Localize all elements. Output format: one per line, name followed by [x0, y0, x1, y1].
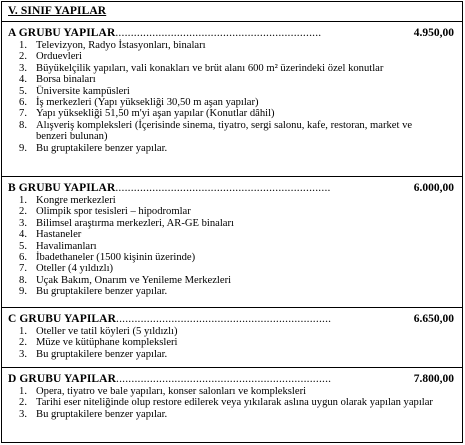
list-item: 2. Olimpik spor tesisleri – hipodromlar — [19, 206, 191, 218]
table-header — [2, 2, 462, 22]
section-title: A GRUBU YAPILAR................................................................... — [8, 27, 322, 39]
item-list — [10, 40, 436, 154]
list-item: 4. Hastaneler — [19, 229, 82, 241]
list-item: 1. Oteller ve tatil köyleri (5 yıldızlı) — [19, 326, 178, 337]
section-c — [2, 308, 462, 368]
list-item: 3. Bilimsel araştırma merkezleri, AR-GE binaları — [19, 217, 234, 229]
section-b — [2, 177, 462, 308]
list-item: 4. Borsa binaları — [19, 74, 96, 86]
item-list — [10, 326, 436, 360]
list-item: 2. Tarihi eser niteliğinde olup restore edilerek veya yıkılarak aslına uygun olarak yapılan yapılar — [19, 397, 433, 409]
list-item: 5. Havalimanları — [19, 240, 97, 252]
list-item: 3. Bu gruptakilere benzer yapılar. — [19, 408, 168, 420]
list-item: 2. Müze ve kütüphane kompleksleri — [19, 337, 178, 349]
list-item: 8. Alışveriş kompleksleri (İçerisinde sinema, tiyatro, sergi salonu, kafe, restoran, market ve benzeri bulunan) — [19, 119, 413, 143]
section-title: C GRUBU YAPILAR...................................................................... — [8, 313, 332, 325]
section-price: 7.800,00 — [413, 373, 454, 385]
page-title: V. SINIF YAPILAR — [8, 5, 107, 17]
list-item: 3. Bu gruptakilere benzer yapılar. — [19, 348, 168, 360]
list-item: 7. Yapı yüksekliği 51,50 m'yi aşan yapılar (Konutlar dâhil) — [19, 108, 275, 120]
list-item: 8. Uçak Bakım, Onarım ve Yenileme Merkezleri — [19, 274, 232, 286]
list-item: 2. Orduevleri — [19, 51, 82, 63]
section-price: 4.950,00 — [413, 27, 454, 39]
list-item: 1. Kongre merkezleri — [19, 195, 116, 206]
list-item: 9. Bu gruptakilere benzer yapılar. — [19, 286, 168, 298]
list-item: 7. Oteller (4 yıldızlı) — [19, 263, 114, 275]
section-price: 6.000,00 — [413, 182, 454, 194]
list-item: 3. Büyükelçilik yapıları, vali konakları ve brüt alanı 600 m² üzerindeki özel konutlar — [19, 62, 384, 74]
list-item: 1. Opera, tiyatro ve bale yapıları, konser salonları ve kompleksleri — [19, 386, 307, 397]
item-list — [10, 386, 436, 420]
list-item: 1. Televizyon, Radyo İstasyonları, binaları — [19, 40, 206, 51]
list-item: 9. Bu gruptakilere benzer yapılar. — [19, 142, 168, 154]
section-price: 6.650,00 — [413, 313, 454, 325]
list-item: 6. İbadethaneler (1500 kişinin üzerinde) — [19, 252, 196, 264]
section-title: B GRUBU YAPILAR...................................................................... — [8, 182, 331, 194]
section-d — [2, 368, 462, 442]
list-item: 5. Üniversite kampüsleri — [19, 85, 130, 97]
section-a — [2, 22, 462, 177]
item-list — [10, 195, 436, 298]
list-item: 6. İş merkezleri (Yapı yüksekliği 30,50 m aşan yapılar) — [19, 97, 259, 109]
document-table — [1, 1, 463, 443]
section-title: D GRUBU YAPILAR...................................................................... — [8, 373, 332, 385]
